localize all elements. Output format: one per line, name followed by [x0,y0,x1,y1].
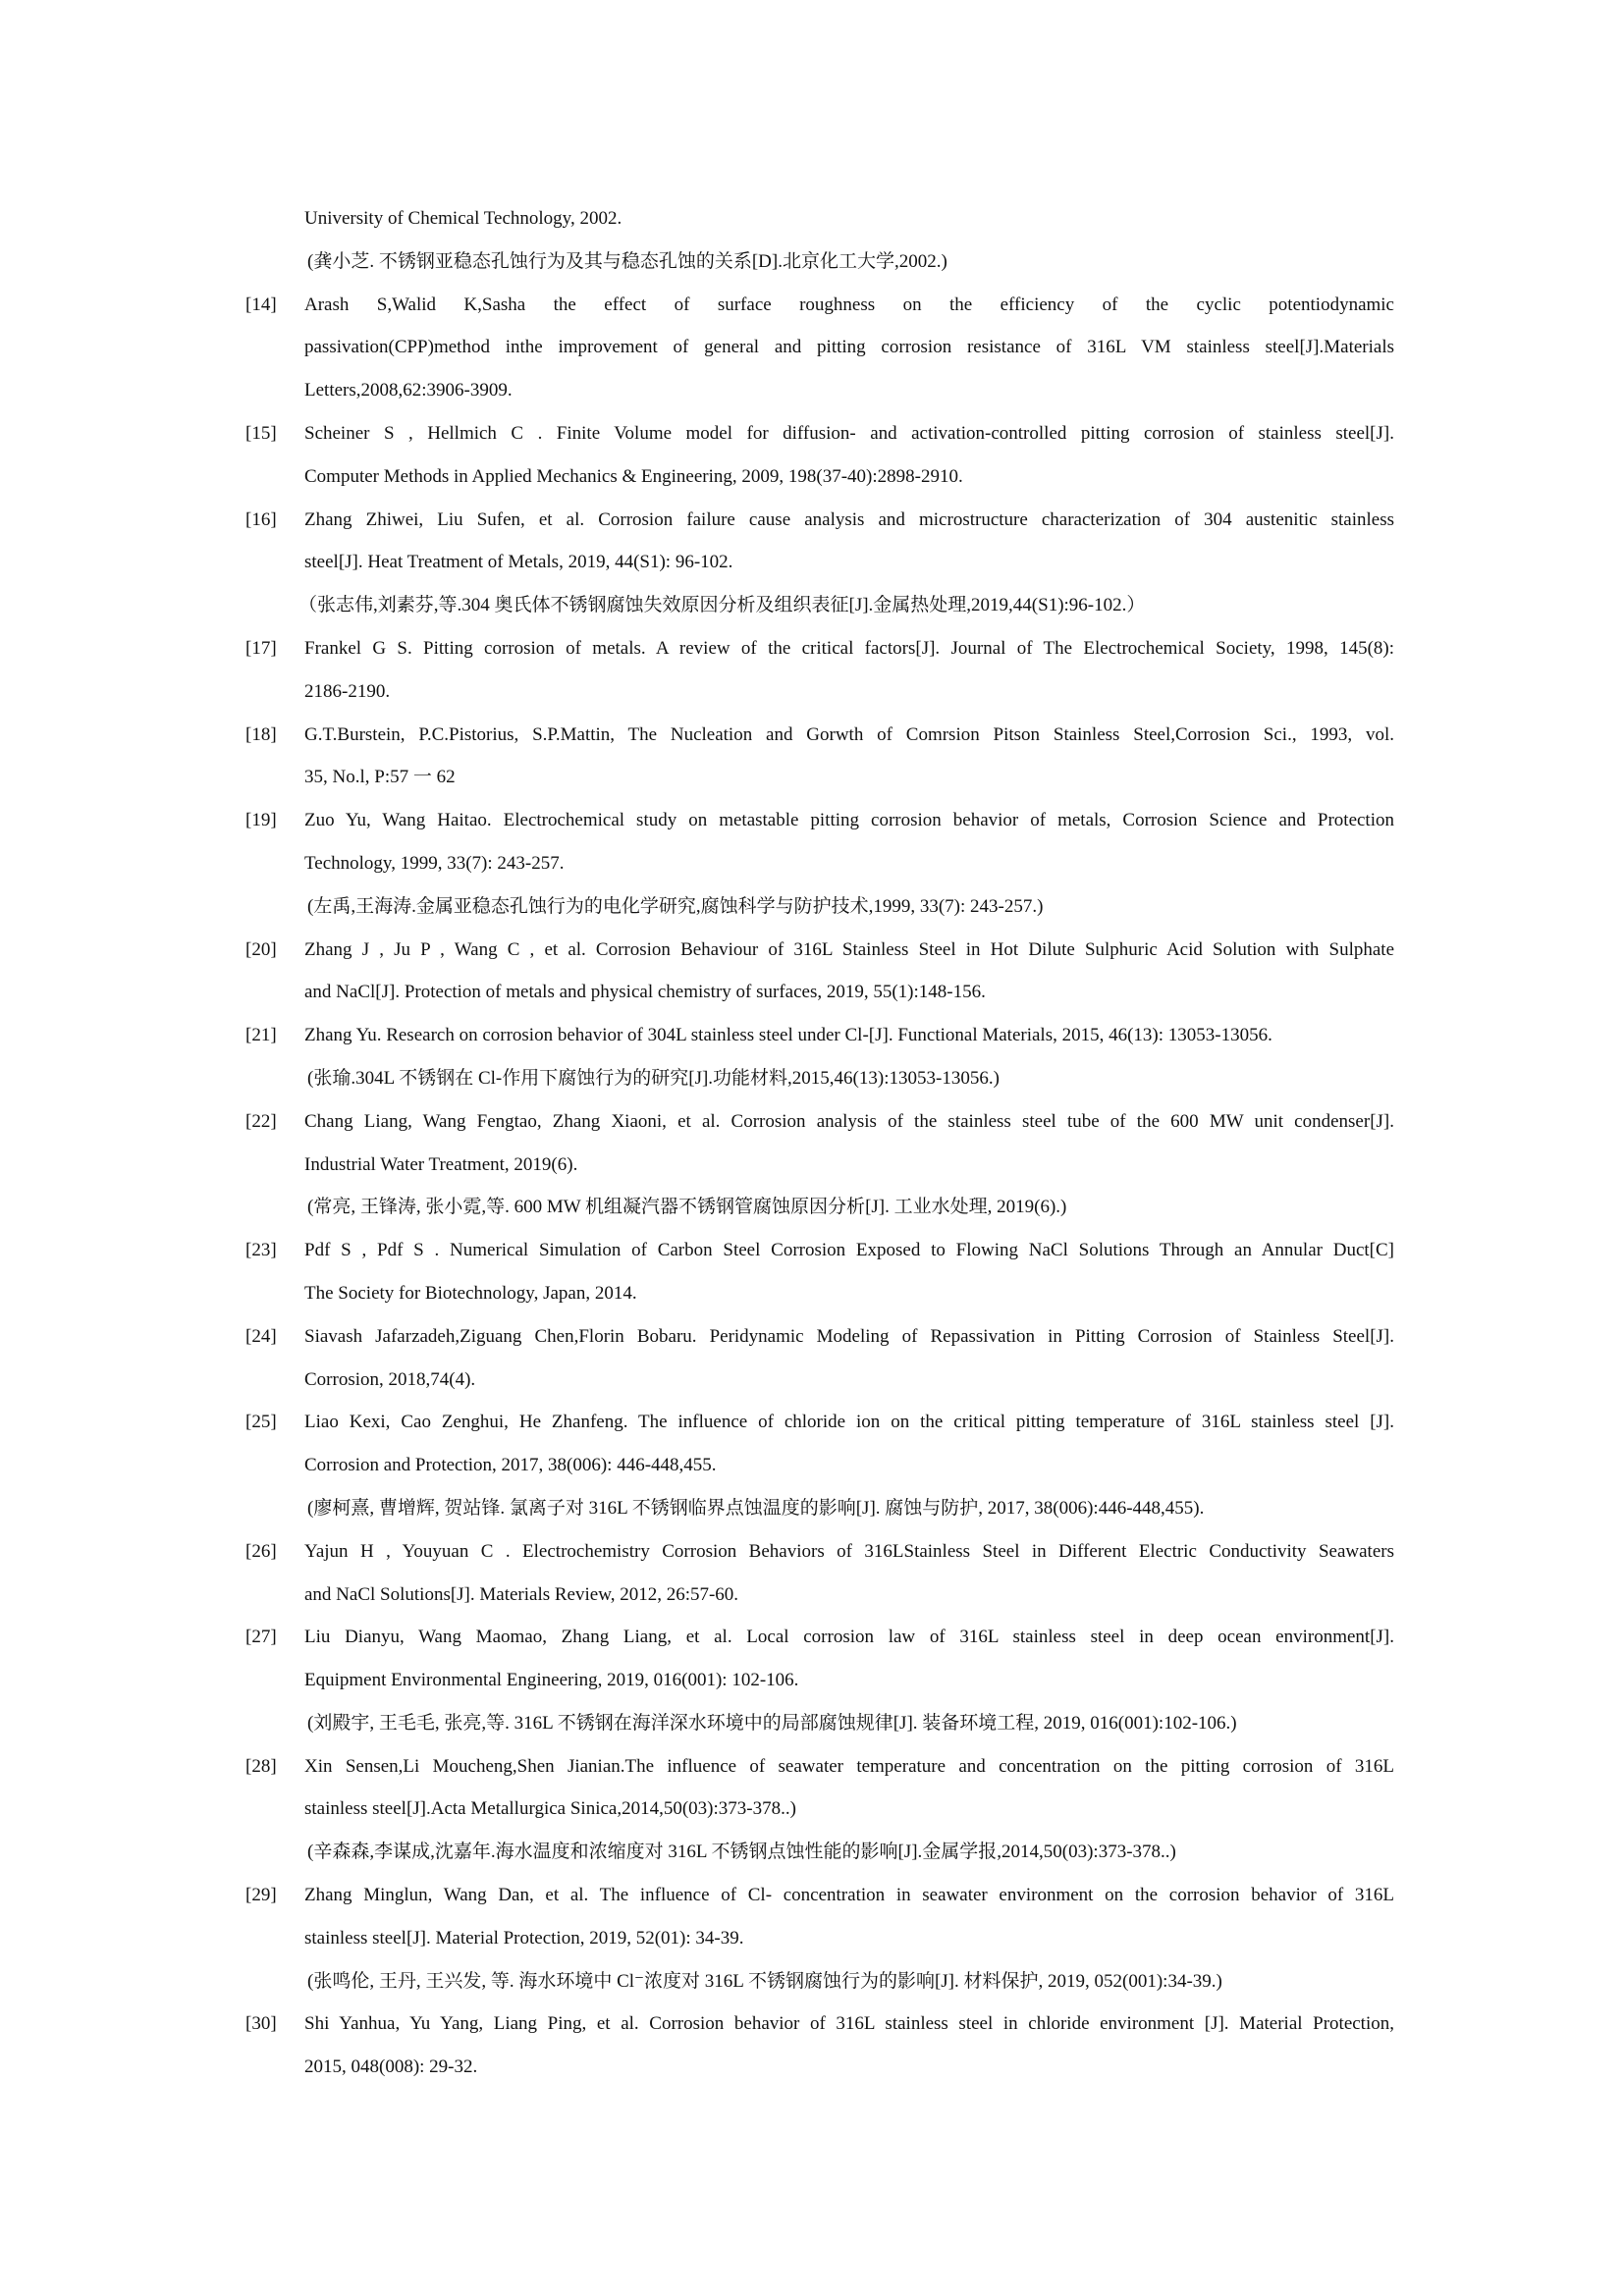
reference-entry-start [245,936,1394,980]
reference-continuation [245,1667,1394,1710]
reference-text: Arash S,Walid K,Sasha the effect of surface roughness on the efficiency of the cyclic potentiodynamic [304,294,1394,315]
reference-text: （张志伟,刘素芬,等.304 奥氏体不锈钢腐蚀失效原因分析及组织表征[J].金属热处理,2019,44(S1):96-102.） [298,595,1146,616]
reference-entry-start [245,507,1394,550]
reference-text: Zhang J , Ju P , Wang C , et al. Corrosion Behaviour of 316L Stainless Steel in Hot Dilute Sulphuric Acid Solution with Sulphate [304,938,1394,960]
reference-text: Shi Yanhua, Yu Yang, Liang Ping, et al. Corrosion behavior of 316L stainless steel in chloride environment [J]. Material Protection, [304,2013,1394,2035]
reference-text: Corrosion, 2018,74(4). [304,1368,476,1390]
reference-number: [21] [245,1025,277,1046]
reference-text: steel[J]. Heat Treatment of Metals, 2019, 44(S1): 96-102. [304,552,733,573]
reference-text: Frankel G S. Pitting corrosion of metals. A review of the critical factors[J]. Journal of The Electrochemical Society, 1998, 145(8): [304,637,1394,659]
reference-entry-start [245,721,1394,765]
reference-text: Liu Dianyu, Wang Maomao, Zhang Liang, et al. Local corrosion law of 316L stainless steel in deep ocean environment[J]. [304,1627,1394,1648]
reference-chinese-translation [245,1065,1394,1108]
reference-entry-start [245,1753,1394,1796]
reference-text: and NaCl[J]. Protection of metals and physical chemistry of surfaces, 2019, 55(1):148-156. [304,982,986,1003]
reference-text: Pdf S , Pdf S . Numerical Simulation of Carbon Steel Corrosion Exposed to Flowing NaCl Solutions Through an Annular Duct[C] [304,1240,1394,1261]
reference-number: [22] [245,1110,277,1132]
reference-continuation [245,1581,1394,1625]
reference-continuation [245,1795,1394,1839]
reference-text: Yajun H , Youyuan C . Electrochemistry Corrosion Behaviors of 316LStainless Steel in Different Electric Conductivity Seawaters [304,1540,1394,1562]
reference-number: [18] [245,723,277,745]
reference-entry-start [245,1022,1394,1065]
reference-number: [27] [245,1627,277,1648]
reference-number: [29] [245,1885,277,1906]
reference-chinese-translation [245,1194,1394,1237]
reference-continuation [245,764,1394,807]
reference-text: (廖柯熹, 曹增辉, 贺站锋. 氯离子对 316L 不锈钢临界点蚀温度的影响[J]. 腐蚀与防护, 2017, 38(006):446-448,455). [307,1497,1205,1519]
reference-continuation [245,1925,1394,1968]
reference-continuation [245,549,1394,592]
reference-continuation [245,1452,1394,1495]
reference-text: Chang Liang, Wang Fengtao, Zhang Xiaoni, et al. Corrosion analysis of the stainless steel tube of the 600 MW unit condenser[J]. [304,1110,1394,1132]
reference-chinese-translation [245,893,1394,936]
reference-text: University of Chemical Technology, 2002. [304,208,622,229]
reference-text: and NaCl Solutions[J]. Materials Review, 2012, 26:57-60. [304,1583,739,1605]
reference-text: Equipment Environmental Engineering, 2019, 016(001): 102-106. [304,1670,799,1691]
reference-text: passivation(CPP)method inthe improvement of general and pitting corrosion resistance of 316L VM stainless steel[J].Materials [304,337,1394,358]
reference-continuation [245,1366,1394,1410]
reference-entry-start [245,420,1394,463]
reference-text: Scheiner S , Hellmich C . Finite Volume model for diffusion- and activation-controlled pitting corrosion of stainless steel[J]. [304,422,1394,444]
reference-number: [15] [245,422,277,444]
reference-continuation [245,850,1394,893]
reference-text: stainless steel[J]. Material Protection, 2019, 52(01): 34-39. [304,1927,744,1949]
reference-text: Corrosion and Protection, 2017, 38(006): 446-448,455. [304,1455,717,1476]
reference-text: The Society for Biotechnology, Japan, 2014. [304,1282,637,1304]
reference-text: Xin Sensen,Li Moucheng,Shen Jianian.The influence of seawater temperature and concentration on the pitting corrosion of 316L [304,1755,1394,1777]
reference-continuation [245,205,1394,248]
reference-chinese-translation [245,1495,1394,1538]
reference-entry-start [245,1624,1394,1667]
reference-text: Zhang Minglun, Wang Dan, et al. The influence of Cl- concentration in seawater environment on the corrosion behavior of 316L [304,1885,1394,1906]
reference-text: Technology, 1999, 33(7): 243-257. [304,852,565,874]
reference-continuation [245,334,1394,377]
reference-text: (张瑜.304L 不锈钢在 Cl-作用下腐蚀行为的研究[J].功能材料,2015,46(13):13053-13056.) [307,1067,1000,1089]
reference-continuation [245,2054,1394,2097]
reference-text: Siavash Jafarzadeh,Ziguang Chen,Florin Bobaru. Peridynamic Modeling of Repassivation in Pitting Corrosion of Stainless Steel[J]. [304,1325,1394,1347]
reference-list [245,205,1394,2097]
reference-text: Liao Kexi, Cao Zenghui, He Zhanfeng. The influence of chloride ion on the critical pitting temperature of 316L stainless steel [J]. [304,1412,1394,1433]
reference-number: [24] [245,1325,277,1347]
reference-entry-start [245,1108,1394,1151]
reference-continuation [245,979,1394,1022]
reference-text: (刘殿宇, 王毛毛, 张亮,等. 316L 不锈钢在海洋深水环境中的局部腐蚀规律[J]. 装备环境工程, 2019, 016(001):102-106.) [307,1712,1237,1734]
reference-number: [14] [245,294,277,315]
reference-text: Industrial Water Treatment, 2019(6). [304,1153,578,1175]
reference-continuation [245,678,1394,721]
reference-text: 35, No.l, P:57 一 62 [304,767,456,788]
reference-chinese-translation [245,1710,1394,1753]
reference-text: Zhang Zhiwei, Liu Sufen, et al. Corrosion failure cause analysis and microstructure characterization of 304 austenitic stainless [304,508,1394,530]
reference-entry-start [245,1882,1394,1925]
reference-text: 2015, 048(008): 29-32. [304,2056,478,2078]
reference-number: [16] [245,508,277,530]
reference-text: Zhang Yu. Research on corrosion behavior of 304L stainless steel under Cl-[J]. Functional Materials, 2015, 46(13): 13053-13056. [304,1025,1272,1046]
reference-number: [30] [245,2013,277,2035]
reference-continuation [245,1151,1394,1195]
reference-entry-start [245,292,1394,335]
reference-continuation [245,1280,1394,1323]
reference-number: [25] [245,1412,277,1433]
reference-text: (左禹,王海涛.金属亚稳态孔蚀行为的电化学研究,腐蚀科学与防护技术,1999, 33(7): 243-257.) [307,895,1044,917]
reference-entry-start [245,635,1394,678]
reference-number: [26] [245,1540,277,1562]
reference-number: [17] [245,637,277,659]
reference-number: [23] [245,1240,277,1261]
reference-number: [28] [245,1755,277,1777]
reference-text: Computer Methods in Applied Mechanics & Engineering, 2009, 198(37-40):2898-2910. [304,465,963,487]
reference-entry-start [245,1409,1394,1452]
reference-text: stainless steel[J].Acta Metallurgica Sinica,2014,50(03):373-378..) [304,1798,796,1820]
reference-text: (张鸣伦, 王丹, 王兴发, 等. 海水环境中 Cl⁻浓度对 316L 不锈钢腐蚀行为的影响[J]. 材料保护, 2019, 052(001):34-39.) [307,1970,1222,1992]
reference-entry-start [245,2010,1394,2054]
reference-number: [19] [245,810,277,831]
reference-chinese-translation [245,248,1394,292]
reference-text: Letters,2008,62:3906-3909. [304,380,513,401]
reference-text: G.T.Burstein, P.C.Pistorius, S.P.Mattin, The Nucleation and Gorwth of Comrsion Pitson Stainless Steel,Corrosion Sci., 1993, vol. [304,723,1394,745]
reference-text: (常亮, 王锋涛, 张小霓,等. 600 MW 机组凝汽器不锈钢管腐蚀原因分析[J]. 工业水处理, 2019(6).) [307,1197,1067,1218]
reference-entry-start [245,807,1394,850]
reference-chinese-translation [245,1839,1394,1882]
reference-chinese-translation [245,592,1394,635]
reference-continuation [245,463,1394,507]
reference-text: (辛森森,李谋成,沈嘉年.海水温度和浓缩度对 316L 不锈钢点蚀性能的影响[J].金属学报,2014,50(03):373-378..) [307,1842,1176,1863]
reference-text: Zuo Yu, Wang Haitao. Electrochemical study on metastable pitting corrosion behavior of metals, Corrosion Science and Protection [304,810,1394,831]
reference-chinese-translation [245,1968,1394,2011]
reference-text: (龚小芝. 不锈钢亚稳态孔蚀行为及其与稳态孔蚀的关系[D].北京化工大学,2002.) [307,250,947,272]
reference-entry-start [245,1323,1394,1366]
reference-number: [20] [245,938,277,960]
reference-entry-start [245,1237,1394,1280]
reference-continuation [245,377,1394,420]
reference-text: 2186-2190. [304,680,391,702]
reference-entry-start [245,1538,1394,1581]
